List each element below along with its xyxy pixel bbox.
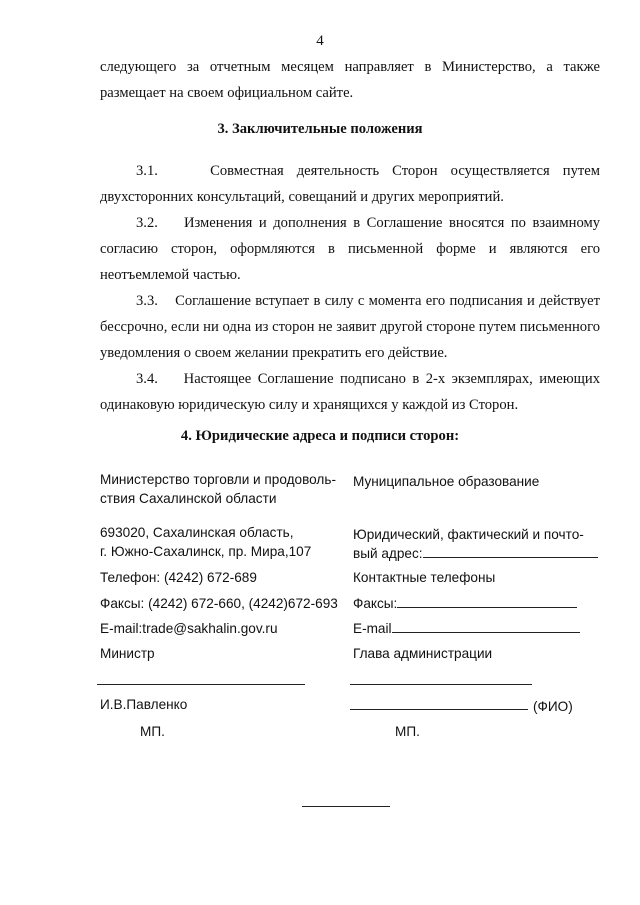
intro-paragraph: следующего за отчетным месяцем направляет в Министерство, а также размещает на своем официальном сайте.: [100, 59, 600, 101]
right-address-line-2: вый адрес:: [353, 544, 598, 563]
right-position: Глава администрации: [353, 646, 493, 661]
left-signature-line: [97, 684, 305, 685]
clause-number: 3.3.: [136, 293, 158, 309]
clause-text: Настоящее Соглашение подписано в 2-х экземплярах, имеющих одинаковую юридическую силу и хранящихся у каждой из Сторон.: [100, 371, 600, 413]
left-position: Министр: [100, 646, 155, 661]
right-address-line-1: Юридический, фактический и почто-: [353, 527, 584, 542]
end-of-document-rule: [302, 806, 390, 807]
left-signatory: И.В.Павленко: [100, 697, 188, 712]
address-blank-line: [423, 545, 598, 558]
email-blank-line: [392, 620, 580, 633]
right-email: E-mail: [353, 619, 580, 638]
left-email: E-mail:trade@sakhalin.gov.ru: [100, 621, 278, 636]
left-phone: Телефон: (4242) 672-689: [100, 570, 257, 585]
clause-number: 3.4.: [136, 371, 158, 387]
section-4-heading: 4. Юридические адреса и подписи сторон:: [180, 428, 460, 444]
left-org-line-1: Министерство торговли и продоволь-: [100, 472, 336, 487]
page-number: 4: [316, 33, 324, 49]
right-stamp: МП.: [395, 724, 420, 739]
clause-3-4: [100, 366, 600, 418]
clause-number: 3.2.: [136, 215, 158, 231]
clause-3-1: [100, 158, 600, 210]
left-address-line-1: 693020, Сахалинская область,: [100, 525, 294, 540]
left-org-line-2: ствия Сахалинской области: [100, 491, 277, 506]
right-fio-label: (ФИО): [533, 699, 573, 714]
clause-text: Изменения и дополнения в Соглашение вносятся по взаимному согласию сторон, оформляются в письменной форме и являются его неотъемлемой частью.: [100, 215, 601, 283]
right-phones-label: Контактные телефоны: [353, 570, 496, 585]
right-signature-line: [350, 684, 532, 685]
clause-3-3: [100, 288, 600, 366]
left-stamp: МП.: [140, 724, 165, 739]
clause-number: 3.1.: [136, 163, 158, 179]
fax-blank-line: [397, 595, 577, 608]
clause-text: Совместная деятельность Сторон осуществляется путем двухсторонних консультаций, совещаний и других мероприятий.: [100, 163, 600, 205]
left-address-line-2: г. Южно-Сахалинск, пр. Мира,107: [100, 544, 312, 559]
right-fax: Факсы:: [353, 594, 577, 613]
left-fax: Факсы: (4242) 672-660, (4242)672-693: [100, 596, 338, 611]
section-3-heading: 3. Заключительные положения: [217, 121, 423, 137]
clause-text: Соглашение вступает в силу с момента его подписания и действует бессрочно, если ни одна из сторон не заявит другой стороне путем письменного уведомления о своем желании прекратить его действие.: [100, 293, 600, 361]
clause-3-2: [100, 210, 600, 288]
right-fio-line: [350, 709, 528, 710]
right-org: Муниципальное образование: [353, 474, 540, 489]
